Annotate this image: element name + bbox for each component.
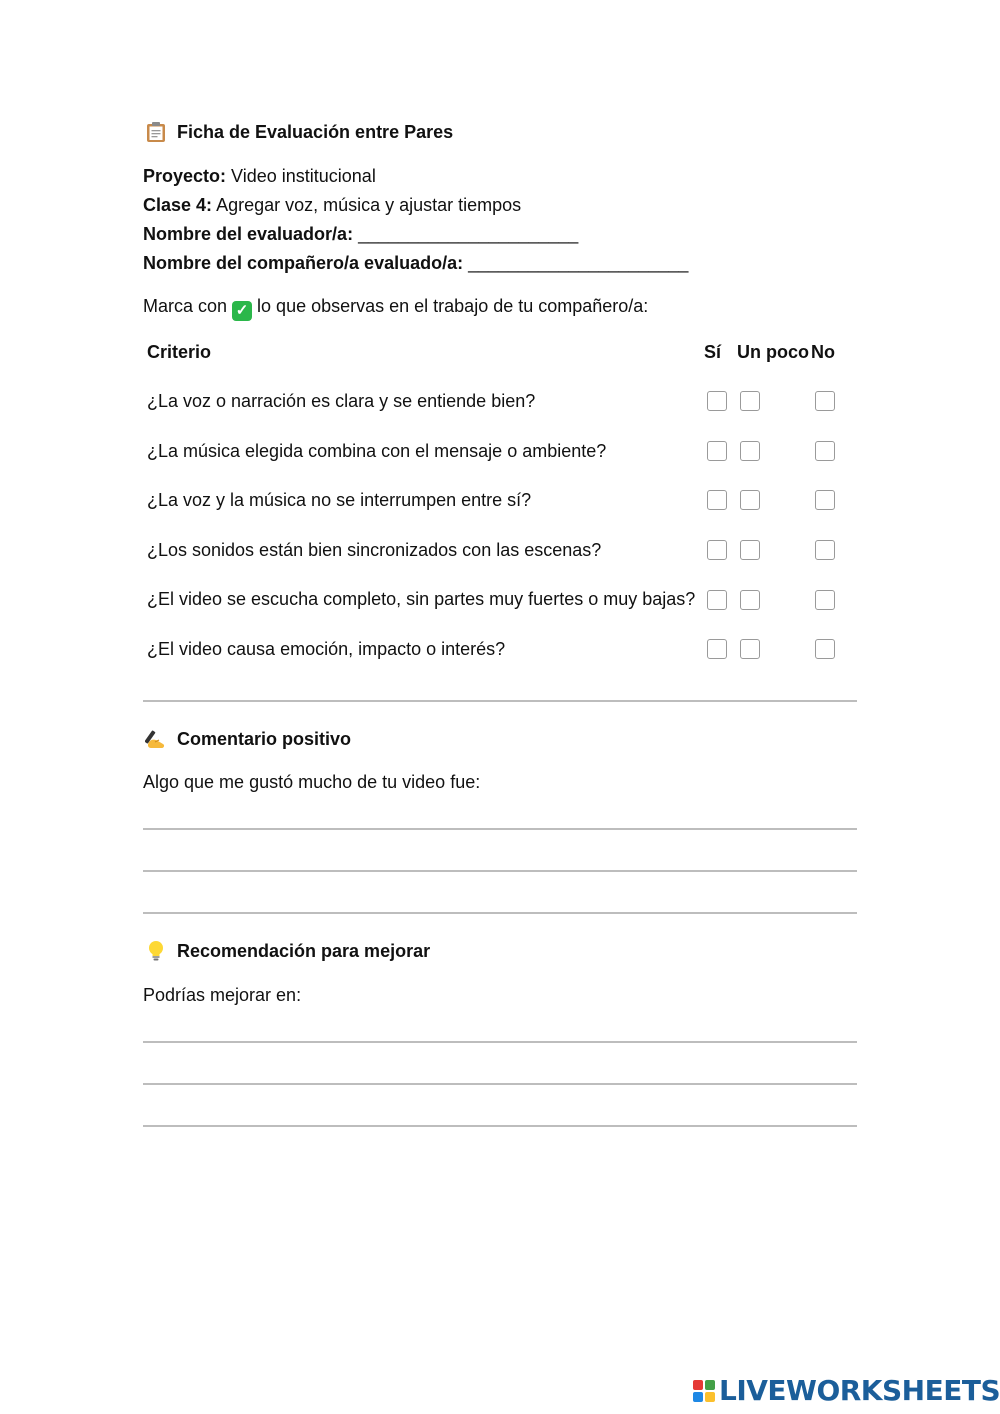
- checkbox-no-4[interactable]: [815, 540, 835, 560]
- criterion-5: ¿El video se escucha completo, sin partes muy fuertes o muy bajas?: [147, 589, 696, 609]
- criterion-4: ¿Los sonidos están bien sincronizados con las escenas?: [147, 540, 602, 560]
- checkbox-un-poco-2[interactable]: [740, 441, 760, 461]
- positive-prompt: Algo que me gustó mucho de tu video fue:: [143, 772, 481, 792]
- evaluator-blank[interactable]: ______________________: [358, 224, 579, 244]
- answer-line-positive-1[interactable]: [143, 828, 857, 830]
- recommend-title: [145, 940, 430, 962]
- green-check-icon: ✓: [232, 301, 252, 321]
- recommend-prompt: Podrías mejorar en:: [143, 985, 302, 1005]
- checkbox-si-1[interactable]: [707, 391, 727, 411]
- instruction-after: lo que observas en el trabajo de tu compañero/a:: [257, 296, 649, 316]
- recommend-title-text: Recomendación para mejorar: [177, 940, 431, 961]
- criterion-3: ¿La voz y la música no se interrumpen entre sí?: [147, 490, 532, 510]
- checkbox-si-3[interactable]: [707, 490, 727, 510]
- project-label: Proyecto:: [143, 166, 227, 186]
- project-value: Video institucional: [231, 166, 376, 186]
- clipboard-icon: [145, 121, 167, 143]
- checkbox-no-2[interactable]: [815, 441, 835, 461]
- project-line: [143, 165, 376, 187]
- answer-line-positive-3[interactable]: [143, 912, 857, 914]
- checkbox-no-1[interactable]: [815, 391, 835, 411]
- criterion-6: ¿El video causa emoción, impacto o interés?: [147, 639, 506, 659]
- liveworksheets-logo[interactable]: [693, 1374, 1000, 1407]
- header-criterio: Criterio: [147, 342, 212, 362]
- answer-line-positive-2[interactable]: [143, 870, 857, 872]
- class-line: [143, 194, 521, 216]
- worksheet-title: [145, 121, 453, 143]
- checkbox-si-4[interactable]: [707, 540, 727, 560]
- answer-line-recommend-3[interactable]: [143, 1125, 857, 1127]
- evaluated-blank[interactable]: ______________________: [468, 253, 689, 273]
- checkbox-si-2[interactable]: [707, 441, 727, 461]
- positive-title-text: Comentario positivo: [177, 728, 352, 749]
- instruction-line: [143, 295, 648, 321]
- instruction-before: Marca con: [143, 296, 228, 316]
- header-un-poco: Un poco: [737, 342, 809, 362]
- criterion-2: ¿La música elegida combina con el mensaje o ambiente?: [147, 441, 607, 461]
- checkbox-no-3[interactable]: [815, 490, 835, 510]
- header-si: Sí: [704, 342, 722, 362]
- checkbox-un-poco-6[interactable]: [740, 639, 760, 659]
- checkbox-un-poco-4[interactable]: [740, 540, 760, 560]
- header-no: No: [811, 342, 835, 362]
- answer-line-recommend-1[interactable]: [143, 1041, 857, 1043]
- checkbox-no-5[interactable]: [815, 590, 835, 610]
- checkbox-no-6[interactable]: [815, 639, 835, 659]
- checkbox-un-poco-3[interactable]: [740, 490, 760, 510]
- criterion-1: ¿La voz o narración es clara y se entiende bien?: [147, 391, 536, 411]
- class-label: Clase 4:: [143, 195, 213, 215]
- checkbox-si-6[interactable]: [707, 639, 727, 659]
- checkbox-un-poco-5[interactable]: [740, 590, 760, 610]
- section-divider: [143, 700, 857, 702]
- writing-hand-icon: [145, 728, 167, 750]
- class-value: Agregar voz, música y ajustar tiempos: [216, 195, 522, 215]
- positive-title: [145, 728, 351, 750]
- checkbox-un-poco-1[interactable]: [740, 391, 760, 411]
- title-text: Ficha de Evaluación entre Pares: [177, 121, 454, 142]
- liveworksheets-logo-text: LIVEWORKSHEETS: [719, 1374, 1000, 1407]
- evaluator-label: Nombre del evaluador/a:: [143, 224, 354, 244]
- evaluator-line: [143, 223, 578, 245]
- checkbox-si-5[interactable]: [707, 590, 727, 610]
- answer-line-recommend-2[interactable]: [143, 1083, 857, 1085]
- evaluated-line: [143, 252, 688, 274]
- light-bulb-icon: [145, 940, 167, 962]
- liveworksheets-logo-icon: [693, 1380, 715, 1402]
- evaluated-label: Nombre del compañero/a evaluado/a:: [143, 253, 464, 273]
